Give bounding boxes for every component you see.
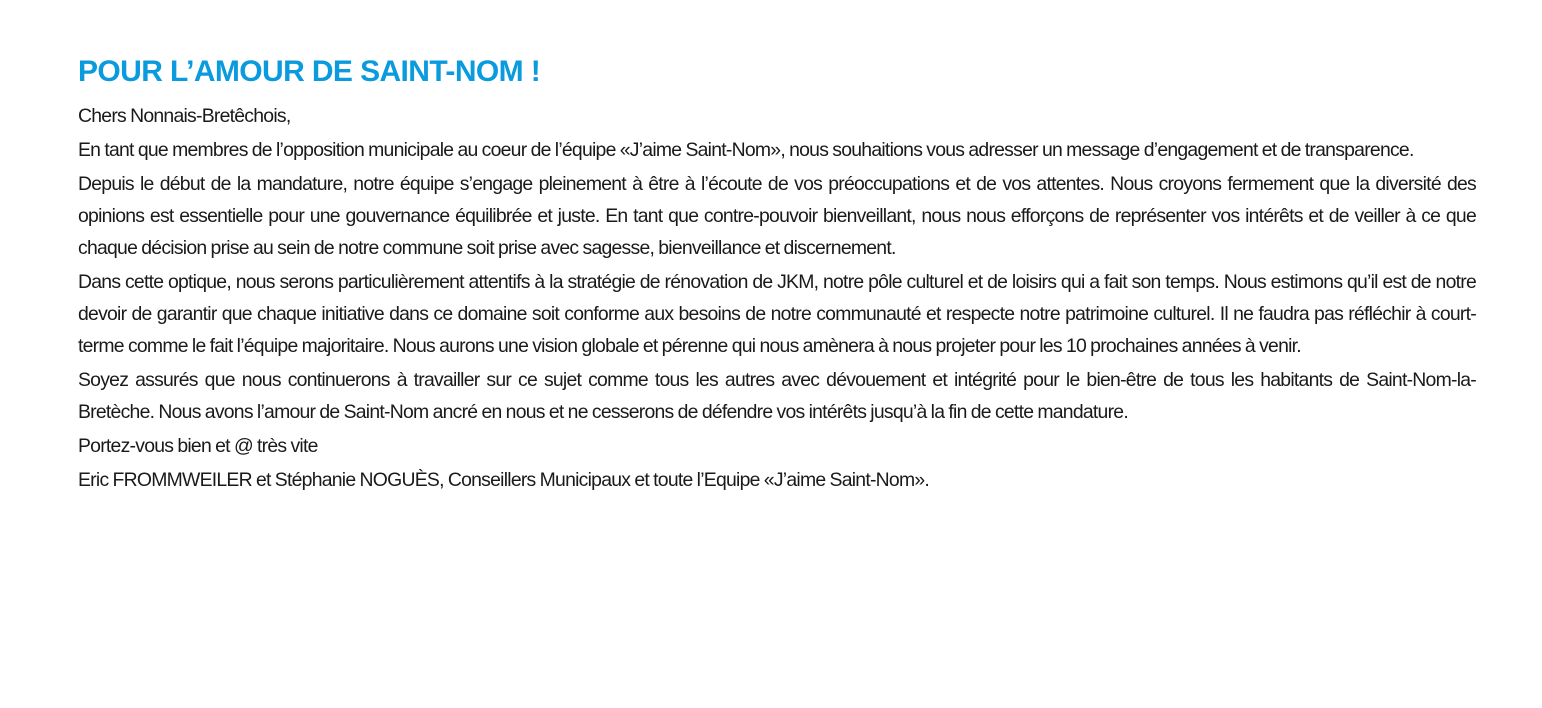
- article-paragraph-commitment: Soyez assurés que nous continuerons à travailler sur ce sujet comme tous les autres avec dévouement et intégrité pour le bien-être de tous les habitants de Saint-Nom-la-Bretèche. Nous avons l’amour de Saint-Nom ancré en nous et ne cesserons de défendre vos intérêts jusqu’à la fin de cette mandature.: [78, 369, 1476, 423]
- article-signature: Eric FROMMWEILER et Stéphanie NOGUÈS, Conseillers Municipaux et toute l’Equipe «J’aime Saint-Nom».: [78, 469, 930, 491]
- article-closing: Portez-vous bien et @ très vite: [78, 435, 318, 457]
- article-paragraph-intro: En tant que membres de l’opposition municipale au coeur de l’équipe «J’aime Saint-Nom», nous souhaitions vous adresser un message d’engagement et de transparence.: [78, 139, 1414, 161]
- article-paragraph-jkm: Dans cette optique, nous serons particulièrement attentifs à la stratégie de rénovation de JKM, notre pôle culturel et de loisirs qui a fait son temps. Nous estimons qu’il est de notre devoir de garantir que chaque initiative dans ce domaine soit conforme aux besoins de notre communauté et respecte notre patrimoine culturel. Il ne faudra pas réfléchir à court-terme comme le fait l’équipe majoritaire. Nous aurons une vision globale et pérenne qui nous amènera à nous projeter pour les 10 prochaines années à venir.: [78, 271, 1476, 357]
- opposition-article: [78, 52, 1476, 498]
- article-paragraph-engagement: Depuis le début de la mandature, notre équipe s’engage pleinement à être à l’écoute de vos préoccupations et de vos attentes. Nous croyons fermement que la diversité des opinions est essentielle pour une gouvernance équilibrée et juste. En tant que contre-pouvoir bienveillant, nous nous efforçons de représenter vos intérêts et de veiller à ce que chaque décision prise au sein de notre commune soit prise avec sagesse, bienveillance et discernement.: [78, 173, 1476, 259]
- article-title: POUR L’AMOUR DE SAINT-NOM !: [78, 55, 541, 88]
- article-greeting: Chers Nonnais-Bretêchois,: [78, 105, 291, 127]
